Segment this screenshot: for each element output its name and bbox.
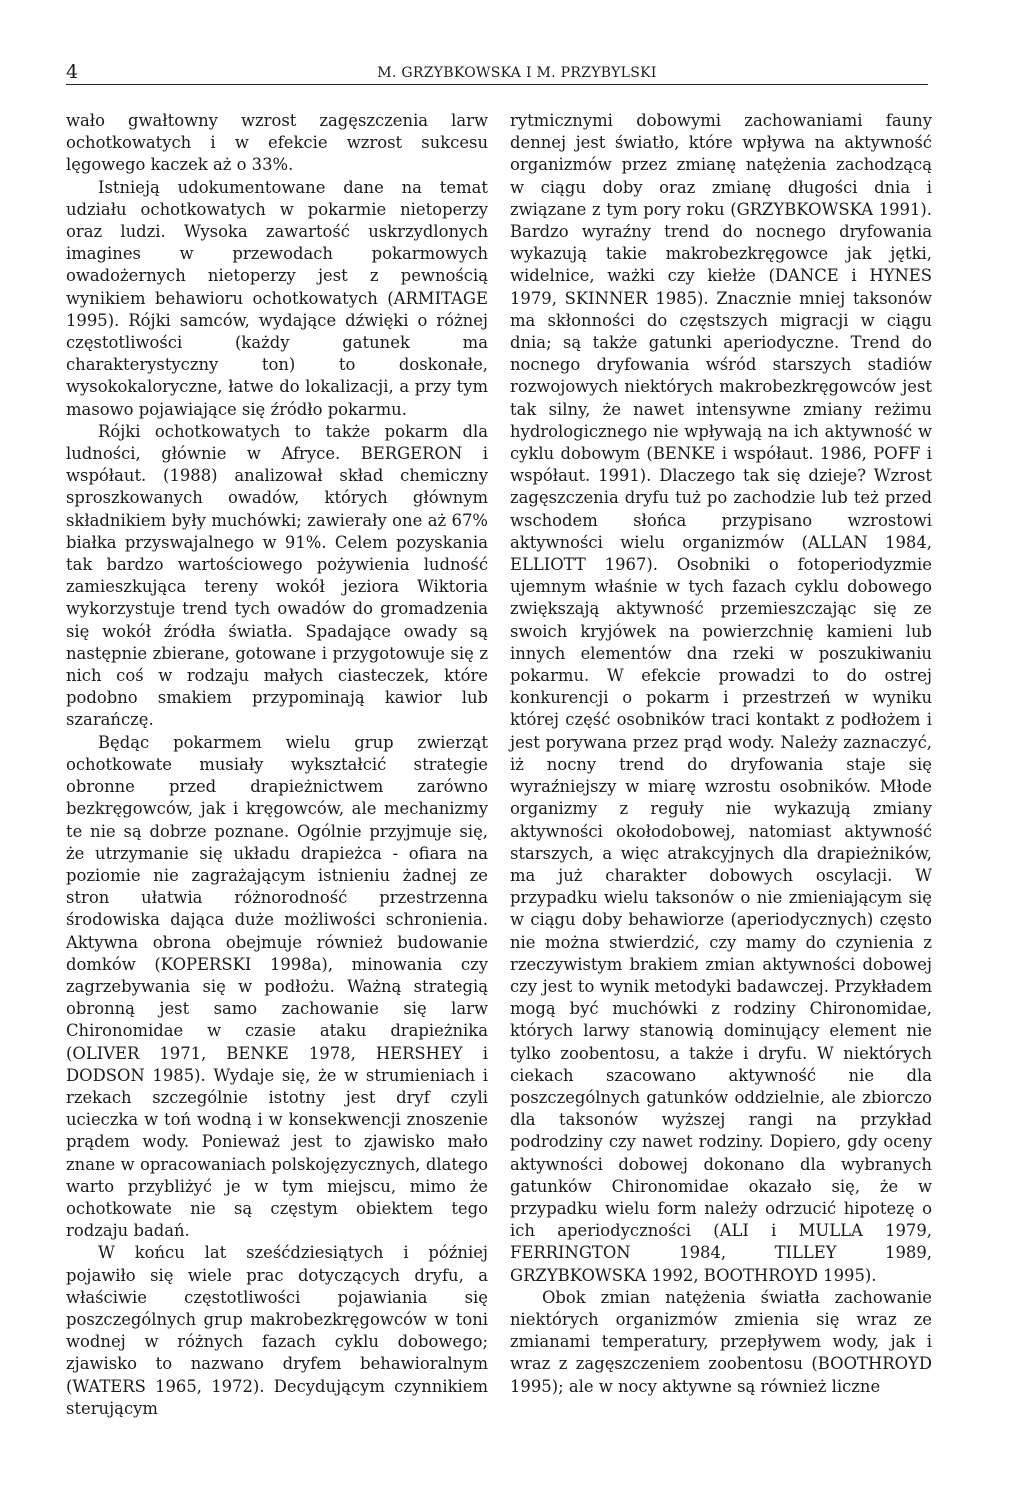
page-number: 4 [66,61,79,83]
running-header [66,62,928,85]
paragraph: Rójki ochotkowatych to także pokarm dla ludności, głównie w Afryce. BERGERON i współaut. (1988) analizował skład chemiczny sproszkowanych owadów, których głównym składnikiem były muchówki; zawierały one aż 67% białka przyswajalnego w 91%. Celem pozyskania tak bardzo wartościowego pożywienia ludność zamieszkująca tereny wokół jeziora Wiktoria wykorzystuje trend tych owadów do gromadzenia się wokół źródła światła. Spadające owady są następnie zbierane, gotowane i przygotowuje się z nich coś w rodzaju małych ciasteczek, które podobno smakiem przypominają kawior lub szarańczę. [66,421,488,730]
paragraph: wało gwałtowny wzrost zagęszczenia larw ochotkowatych i w efekcie wzrost sukcesu lęgowego kaczek aż o 33%. [66,111,488,175]
paragraph: Obok zmian natężenia światła zachowanie niektórych organizmów zmienia się wraz ze zmianami temperatury, przepływem wody, jak i wraz z zagęszczeniem zoobentosu (BOOTHROYD 1995); ale w nocy aktywne są również liczne [510,1287,932,1396]
left-column [66,110,488,1420]
paragraph: Będąc pokarmem wielu grup zwierząt ochotkowate musiały wykształcić strategie obronne przed drapieżnictwem zarówno bezkręgowców, jak i kręgowców, ale mechanizmy te nie są dobrze poznane. Ogólnie przyjmuje się, że utrzymanie się układu drapieżca - ofiara na poziomie nie zagrażającym istnieniu żadnej ze stron ułatwia różnorodność przestrzenna środowiska dająca duże możliwości schronienia. Aktywna obrona obejmuje również budowanie domków (KOPERSKI 1998a), minowania czy zagrzebywania się w podłożu. Ważną strategią obronną jest samo zachowanie się larw Chironomidae w czasie ataku drapieżnika (OLIVER 1971, BENKE 1978, HERSHEY i DODSON 1985). Wydaje się, że w strumieniach i rzekach szczególnie istotny jest dryf czyli ucieczka w toń wodną i w konsekwencji znoszenie prądem wody. Ponieważ jest to zjawisko mało znane w opracowaniach polskojęzycznych, dlatego warto przybliżyć je w tym miejscu, mimo że ochotkowate nie są częstym obiektem tego rodzaju badań. [66,732,488,1241]
right-column [510,110,932,1398]
paragraph: Istnieją udokumentowane dane na temat udziału ochotkowatych w pokarmie nietoperzy oraz ludzi. Wysoka zawartość uskrzydlonych imagines w przewodach pokarmowych owadożernych nietoperzy jest z pewnością wynikiem behawioru ochotkowatych (ARMITAGE 1995). Rójki samców, wydające dźwięki o różnej częstotliwości (każdy gatunek ma charakterystyczny ton) to doskonałe, wysokokaloryczne, łatwe do lokalizacji, a przy tym masowo pojawiające się źródło pokarmu. [66,177,488,419]
paragraph: rytmicznymi dobowymi zachowaniami fauny dennej jest światło, które wpływa na aktywność organizmów przez zmianę natężenia zachodzącą w ciągu doby oraz zmianę długości dnia i związane z tym pory roku (GRZYBKOWSKA 1991). Bardzo wyraźny trend do nocnego dryfowania wykazują takie makrobezkręgowce jak jętki, widelnice, ważki czy kiełże (DANCE i HYNES 1979, SKINNER 1985). Znacznie mniej taksonów ma skłonności do częstszych migracji w ciągu dnia; są także gatunki aperiodyczne. Trend do nocnego dryfowania wśród starszych stadiów rozwojowych niektórych makrobezkręgowców jest tak silny, że nawet intensywne zmiany reżimu hydrologicznego nie wpływają na ich aktywność w cyklu dobowym (BENKE i współaut. 1986, POFF i współaut. 1991). Dlaczego tak się dzieje? Wzrost zagęszczenia dryfu tuż po zachodzie lub też przed wschodem słońca przypisano wzrostowi aktywności wielu organizmów (ALLAN 1984, ELLIOTT 1967). Osobniki o fotoperiodyzmie ujemnym właśnie w tych fazach cyklu dobowego zwiększają aktywność przemieszczając się ze swoich kryjówek na powierzchnię kamieni lub innych elementów dna rzeki w poszukiwaniu pokarmu. W efekcie prowadzi to do ostrej konkurencji o pokarm i przestrzeń w wyniku której część osobników traci kontakt z podłożem i jest porywana przez prąd wody. Należy zaznaczyć, iż nocny trend do dryfowania staje się wyraźniejszy w miarę wzrostu osobników. Młode organizmy z reguły nie wykazują zmiany aktywności okołodobowej, natomiast aktywność starszych, a więc atrakcyjnych dla drapieżników, ma już charakter dobowych oscylacji. W przypadku wielu taksonów o nie zmieniającym się w ciągu doby behawiorze (aperiodycznych) często nie można stwierdzić, czy mamy do czynienia z rzeczywistym brakiem zmian aktywności dobowej czy jest to wynik metodyki badawczej. Przykładem mogą być muchówki z rodziny Chironomidae, których larwy stanowią dominujący element nie tylko zoobentosu, a także i dryfu. W niektórych ciekach szacowano aktywność nie dla poszczególnych gatunków oddzielnie, ale zbiorczo dla taksonów wyższej rangi na przykład podrodziny czy nawet rodziny. Dopiero, gdy oceny aktywności dobowej dokonano dla wybranych gatunków Chironomidae okazało się, że w przypadku wielu form należy odrzucić hipotezę o ich aperiodyczności (ALI i MULLA 1979, FERRINGTON 1984, TILLEY 1989, GRZYBKOWSKA 1992, BOOTHROYD 1995). [510,111,932,1285]
running-head-authors: M. GRZYBKOWSKA I M. PRZYBYLSKI [377,65,657,81]
paragraph: W końcu lat sześćdziesiątych i później pojawiło się wiele prac dotyczących dryfu, a właściwie częstotliwości pojawiania się poszczególnych grup makrobezkręgowców w toni wodnej w różnych fazach cyklu dobowego; zjawisko to nazwano dryfem behawioralnym (WATERS 1965, 1972). Decydującym czynnikiem sterującym [66,1243,488,1418]
